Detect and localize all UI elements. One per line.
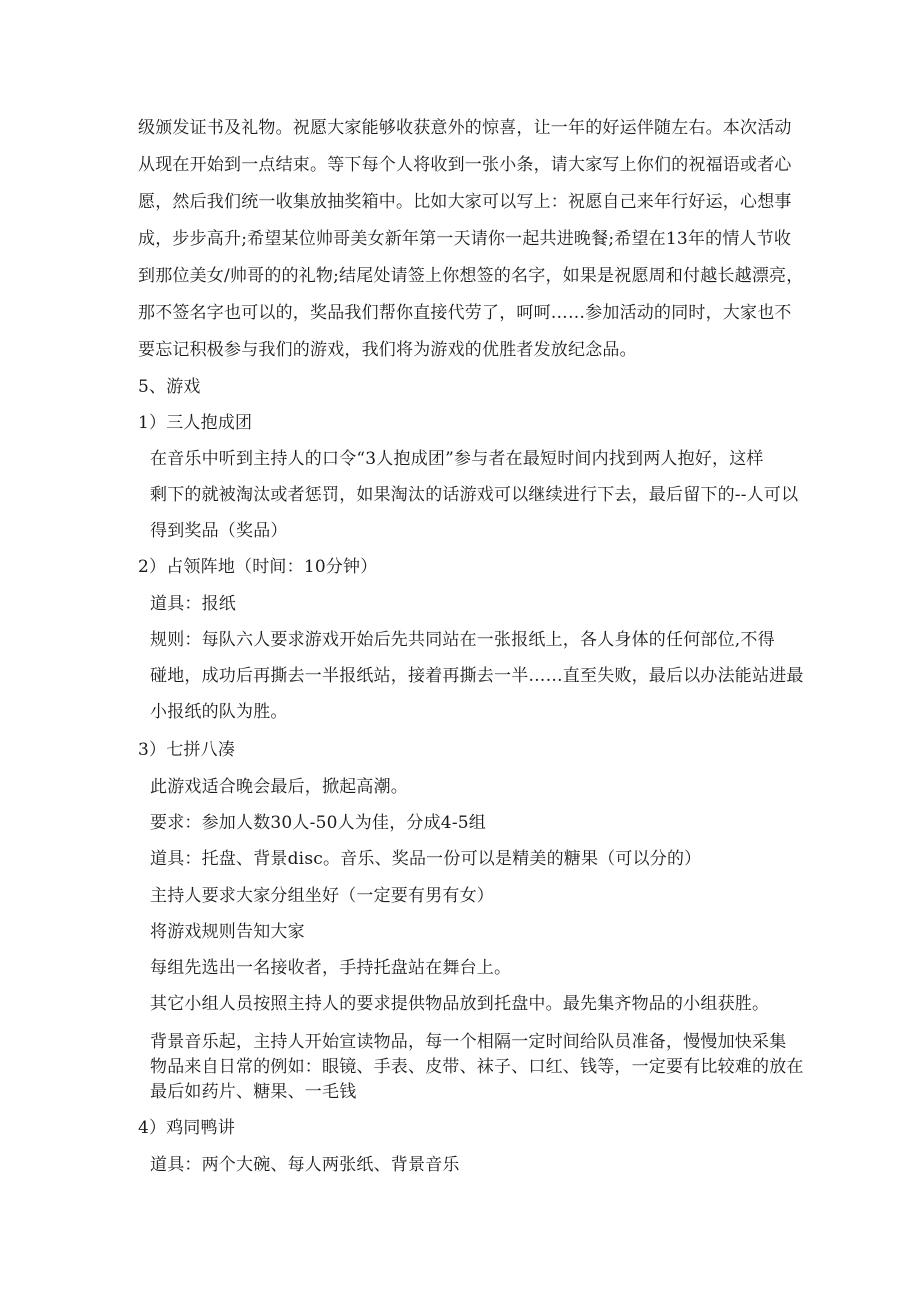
game-rule-line: 碰地，成功后再撕去一半报纸站，接着再撕去一半……直至失败，最后以办法能站进最 xyxy=(150,666,804,686)
intro-line: 从现在开始到一点结束。等下每个人将收到一张小条，请大家写上你们的祝福语或者心 xyxy=(138,155,792,175)
game-text-line: 此游戏适合晚会最后，掀起高潮。 xyxy=(150,777,408,797)
game-text-line: 每组先选出一名接收者，手持托盘站在舞台上。 xyxy=(150,958,512,978)
game-props: 道具：两个大碗、每人两张纸、背景音乐 xyxy=(150,1155,460,1175)
intro-line: 那不签名字也可以的，奖品我们帮你直接代劳了，呵呵……参加活动的同时，大家也不 xyxy=(138,303,792,323)
game-text-line: 最后如药片、糖果、一毛钱 xyxy=(150,1082,357,1102)
game-text-line: 将游戏规则告知大家 xyxy=(150,922,305,942)
game-text-line: 物品来自日常的例如：眼镜、手表、皮带、袜子、口红、钱等，一定要有比较难的放在 xyxy=(150,1057,804,1077)
game-text-line: 得到奖品（奖品） xyxy=(150,521,288,541)
game-rule-line: 小报纸的队为胜。 xyxy=(150,702,288,722)
section-heading: 5、游戏 xyxy=(138,377,201,397)
game-text-line: 道具：托盘、背景disc。音乐、奖品一份可以是精美的糖果（可以分的） xyxy=(150,849,702,869)
game-text-line: 背景音乐起，主持人开始宣读物品，每一个相隔一定时间给队员准备，慢慢加快采集 xyxy=(150,1032,787,1052)
game-title: 2）占领阵地（时间：10分钟） xyxy=(138,557,378,577)
game-title: 4）鸡同鸭讲 xyxy=(138,1118,236,1138)
game-text-line: 要求：参加人数30人-50人为佳，分成4-5组 xyxy=(150,813,486,833)
game-props: 道具：报纸 xyxy=(150,594,236,614)
intro-line: 愿，然后我们统一收集放抽奖箱中。比如大家可以写上：祝愿自己来年行好运，心想事 xyxy=(138,192,792,212)
game-text-line: 主持人要求大家分组坐好（一定要有男有女） xyxy=(150,886,494,906)
game-title: 3）七拼八凑 xyxy=(138,740,236,760)
intro-line: 成，步步高升;希望某位帅哥美女新年第一天请你一起共进晚餐;希望在13年的情人节收 xyxy=(138,229,792,249)
game-title: 1）三人抱成团 xyxy=(138,413,253,433)
game-text-line: 剩下的就被淘汰或者惩罚，如果淘汰的话游戏可以继续进行下去，最后留下的--人可以 xyxy=(150,485,799,505)
game-text-line: 其它小组人员按照主持人的要求提供物品放到托盘中。最先集齐物品的小组获胜。 xyxy=(150,994,770,1014)
intro-line: 级颁发证书及礼物。祝愿大家能够收获意外的惊喜，让一年的好运伴随左右。本次活动 xyxy=(138,118,792,138)
game-rule-line: 规则：每队六人要求游戏开始后先共同站在一张报纸上，各人身体的任何部位,不得 xyxy=(150,630,775,650)
game-text-line: 在音乐中听到主持人的口令“3人抱成团”参与者在最短时间内找到两人抱好，这样 xyxy=(150,449,764,469)
intro-line: 要忘记积极参与我们的游戏，我们将为游戏的优胜者发放纪念品。 xyxy=(138,340,637,360)
intro-line: 到那位美女/帅哥的的礼物;结尾处请签上你想签的名字，如果是祝愿周和付越长越漂亮， xyxy=(138,266,804,286)
